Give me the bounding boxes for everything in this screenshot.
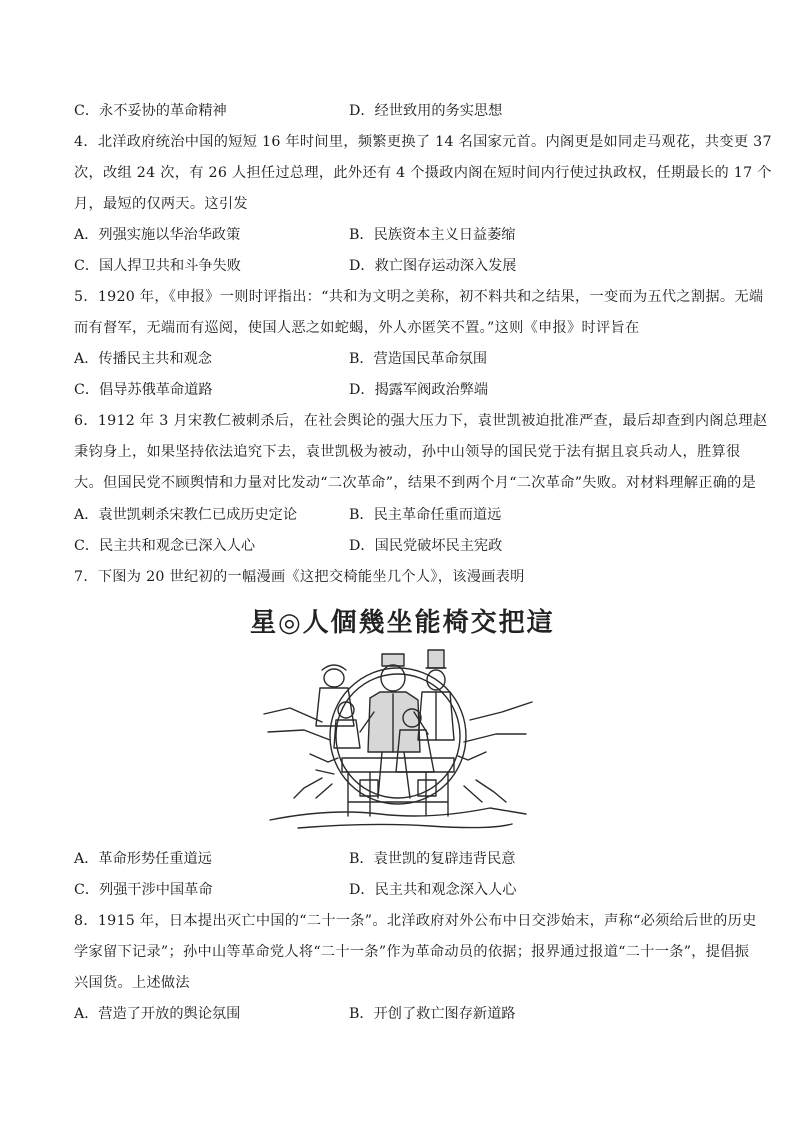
q8-option-b: B．开创了救亡图存新道路 — [349, 1006, 516, 1022]
q5-stem-line-2: 而有督军，无端而有巡阅，使国人恶之如蛇蝎，外人亦匿笑不置。”这则《申报》时评旨在 — [74, 320, 640, 336]
q6-stem-line-3: 大。但国民党不顾舆情和力量对比发动“二次革命”，结果不到两个月“二次革命”失败。对材料理解正确的是 — [74, 475, 757, 491]
q3-option-c: C．永不妥协的革命精神 — [74, 103, 227, 119]
q4-option-b: B．民族资本主义日益萎缩 — [349, 227, 516, 243]
q7-option-c: C．列强干涉中国革命 — [74, 882, 213, 898]
q8-stem-line-3: 兴国货。上述做法 — [74, 975, 190, 991]
cartoon-title: 星◎人個幾坐能椅交把這 — [250, 608, 555, 638]
cartoon-drawing — [250, 602, 555, 834]
q8-stem-line-1: 8．1915 年，日本提出灭亡中国的“二十一条”。北洋政府对外公布中日交涉始末，声称“必须给后世的历史 — [74, 913, 757, 929]
q7-option-b: B．袁世凯的复辟违背民意 — [349, 851, 516, 867]
q6-stem-line-1: 6．1912 年 3 月宋教仁被刺杀后，在社会舆论的强大压力下，袁世凯被迫批准严查，最后却查到内阁总理赵 — [74, 413, 768, 429]
q5-option-b: B．营造国民革命氛围 — [349, 351, 488, 367]
q3-option-d: D．经世致用的务实思想 — [349, 103, 503, 119]
q4-stem-line-3: 月，最短的仅两天。这引发 — [74, 196, 248, 212]
q4-stem-line-2: 次，改组 24 次，有 26 人担任过总理，此外还有 4 个摄政内阁在短时间内行使过执政权，任期最长的 17 个 — [74, 165, 772, 181]
q5-option-c: C．倡导苏俄革命道路 — [74, 382, 213, 398]
q4-option-d: D．救亡图存运动深入发展 — [349, 258, 517, 274]
q4-option-c: C．国人捍卫共和斗争失败 — [74, 258, 241, 274]
q8-stem-line-2: 学家留下记录”；孙中山等革命党人将“二十一条”作为革命动员的依据；报界通过报道“二十一条”，提倡振 — [74, 944, 750, 960]
q5-option-d: D．揭露军阀政治弊端 — [349, 382, 489, 398]
q8-option-a: A．营造了开放的舆论氛围 — [74, 1006, 241, 1022]
q7-option-a: A．革命形势任重道远 — [74, 851, 212, 867]
q6-option-b: B．民主革命任重而道远 — [349, 507, 502, 523]
q5-option-a: A．传播民主共和观念 — [74, 351, 212, 367]
q6-option-c: C．民主共和观念已深入人心 — [74, 538, 256, 554]
q6-stem-line-2: 秉钧身上，如果坚持依法追究下去，袁世凯极为被动，孙中山领导的国民党于法有据且哀兵动人，胜算很 — [74, 444, 741, 460]
cartoon-figure — [250, 602, 555, 834]
q4-option-a: A．列强实施以华治华政策 — [74, 227, 241, 243]
q6-option-d: D．国民党破坏民主宪政 — [349, 538, 503, 554]
q4-stem-line-1: 4．北洋政府统治中国的短短 16 年时间里，频繁更换了 14 名国家元首。内阁更是如同走马观花，共变更 37 — [74, 134, 772, 150]
q6-option-a: A．袁世凯刺杀宋教仁已成历史定论 — [74, 507, 298, 523]
q7-option-d: D．民主共和观念深入人心 — [349, 882, 517, 898]
q5-stem-line-1: 5．1920 年，《申报》一则时评指出：“共和为文明之美称，初不料共和之结果，一变而为五代之割据。无端 — [74, 289, 764, 305]
q7-stem-line-1: 7．下图为 20 世纪初的一幅漫画《这把交椅能坐几个人》，该漫画表明 — [74, 569, 525, 585]
